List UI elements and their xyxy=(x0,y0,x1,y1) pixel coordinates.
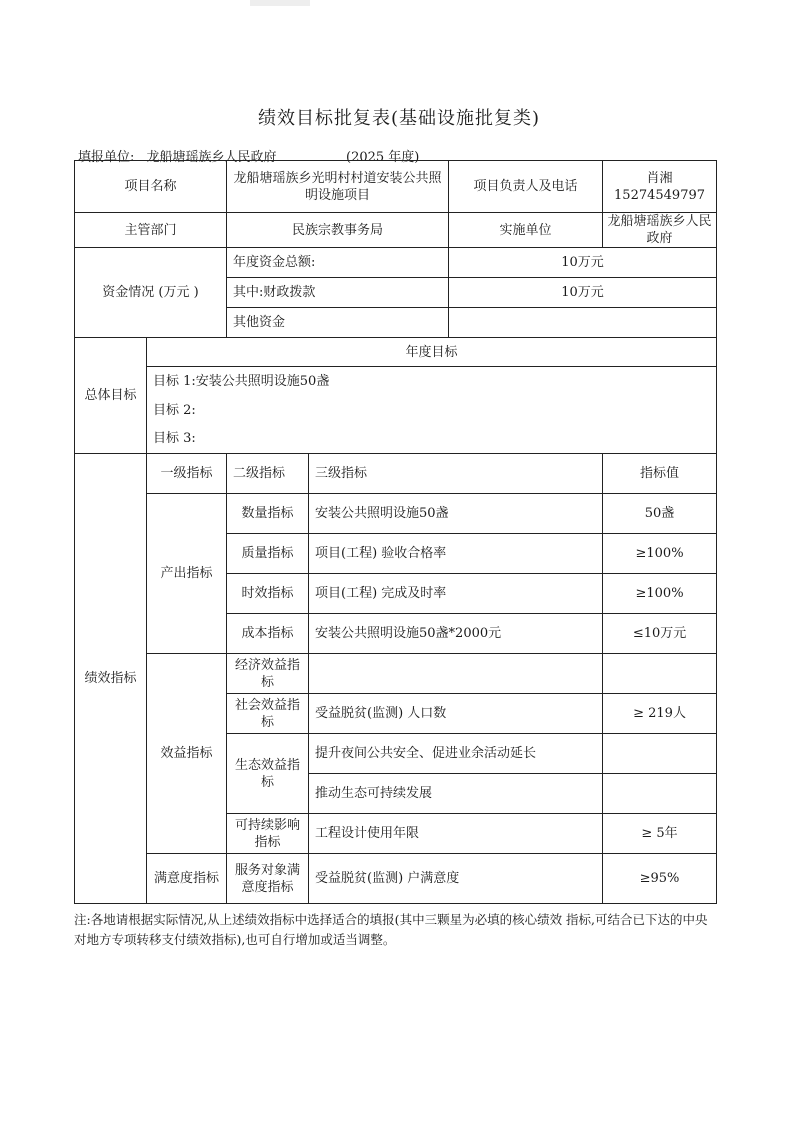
benefit-level2: 经济效益指标 xyxy=(227,654,309,694)
unit-label: 填报单位: xyxy=(78,150,135,165)
annual-goal-label: 年度目标 xyxy=(147,338,717,367)
table-row xyxy=(75,654,717,694)
dept-label: 主管部门 xyxy=(75,213,227,248)
output-level3: 安装公共照明设施50盏*2000元 xyxy=(309,614,603,654)
benefit-level2: 可持续影响指标 xyxy=(227,814,309,854)
value-header: 指标值 xyxy=(603,454,717,494)
benefit-level2: 生态效益指标 xyxy=(227,734,309,814)
benefit-value: ≥ 5年 xyxy=(603,814,717,854)
table-row xyxy=(75,425,717,454)
impl-label: 实施单位 xyxy=(449,213,603,248)
output-level2: 质量指标 xyxy=(227,534,309,574)
benefit-level3: 推动生态可持续发展 xyxy=(309,774,603,814)
benefit-level3: 受益脱贫(监测) 人口数 xyxy=(309,694,603,734)
satisfaction-value: ≥95% xyxy=(603,854,717,904)
output-value: ≥100% xyxy=(603,534,717,574)
scan-mark xyxy=(250,0,310,6)
output-level2: 数量指标 xyxy=(227,494,309,534)
output-level2: 成本指标 xyxy=(227,614,309,654)
approval-table xyxy=(74,160,717,904)
satisfaction-level3: 受益脱贫(监测) 户满意度 xyxy=(309,854,603,904)
table-row xyxy=(75,248,717,278)
level3-header: 三级指标 xyxy=(309,454,603,494)
year-label: (2025 年度) xyxy=(346,150,420,165)
level2-header: 二级指标 xyxy=(227,454,309,494)
footnote: 注:各地请根据实际情况,从上述绩效指标中选择适合的填报(其中三颗星为必填的核心绩效 指标,可结合已下达的中央对地方专项转移支付绩效指标),也可自行增加或适当调整。 xyxy=(74,912,708,947)
dept-value: 民族宗教事务局 xyxy=(227,213,449,248)
form-title: 绩效目标批复表(基础设施批复类) xyxy=(257,108,541,129)
output-level2: 时效指标 xyxy=(227,574,309,614)
project-name-value: 龙船塘瑶族乡光明村村道安装公共照明设施项目 xyxy=(227,161,449,213)
table-row xyxy=(75,161,717,213)
output-value: 50盏 xyxy=(603,494,717,534)
satisfaction-label: 满意度指标 xyxy=(147,854,227,904)
output-label: 产出指标 xyxy=(147,494,227,654)
output-level3: 项目(工程) 验收合格率 xyxy=(309,534,603,574)
benefit-value: ≥ 219人 xyxy=(603,694,717,734)
impl-value: 龙船塘瑶族乡人民政府 xyxy=(603,213,717,248)
benefit-value xyxy=(603,654,717,694)
output-value: ≥100% xyxy=(603,574,717,614)
performance-label: 绩效指标 xyxy=(75,454,147,904)
goal-1: 目标 1:安装公共照明设施50盏 xyxy=(147,367,717,396)
satisfaction-level2: 服务对象满意度指标 xyxy=(227,854,309,904)
benefit-level3: 提升夜间公共安全、促进业余活动延长 xyxy=(309,734,603,774)
benefit-level3 xyxy=(309,654,603,694)
funds-fiscal-value: 10万元 xyxy=(449,278,717,308)
benefit-label: 效益指标 xyxy=(147,654,227,854)
project-name-label: 项目名称 xyxy=(75,161,227,213)
funds-fiscal-label: 其中:财政拨款 xyxy=(227,278,449,308)
funds-other-value xyxy=(449,308,717,338)
output-value: ≤10万元 xyxy=(603,614,717,654)
benefit-value xyxy=(603,734,717,774)
table-row xyxy=(75,494,717,534)
project-leader-label: 项目负责人及电话 xyxy=(449,161,603,213)
level1-header: 一级指标 xyxy=(147,454,227,494)
table-row xyxy=(75,338,717,367)
goal-3: 目标 3: xyxy=(147,425,717,454)
table-row xyxy=(75,213,717,248)
benefit-level3: 工程设计使用年限 xyxy=(309,814,603,854)
project-leader-value: 肖湘 15274549797 xyxy=(603,161,717,213)
funds-label: 资金情况 (万元 ) xyxy=(75,248,227,338)
table-row xyxy=(75,396,717,425)
benefit-value xyxy=(603,774,717,814)
funds-total-value: 10万元 xyxy=(449,248,717,278)
table-row xyxy=(75,367,717,396)
benefit-level2: 社会效益指标 xyxy=(227,694,309,734)
overall-label: 总体目标 xyxy=(75,338,147,454)
funds-other-label: 其他资金 xyxy=(227,308,449,338)
funds-total-label: 年度资金总额: xyxy=(227,248,449,278)
goal-2: 目标 2: xyxy=(147,396,717,425)
table-row xyxy=(75,454,717,494)
output-level3: 项目(工程) 完成及时率 xyxy=(309,574,603,614)
unit-value: 龙船塘瑶族乡人民政府 xyxy=(146,150,277,165)
output-level3: 安装公共照明设施50盏 xyxy=(309,494,603,534)
table-row xyxy=(75,854,717,904)
